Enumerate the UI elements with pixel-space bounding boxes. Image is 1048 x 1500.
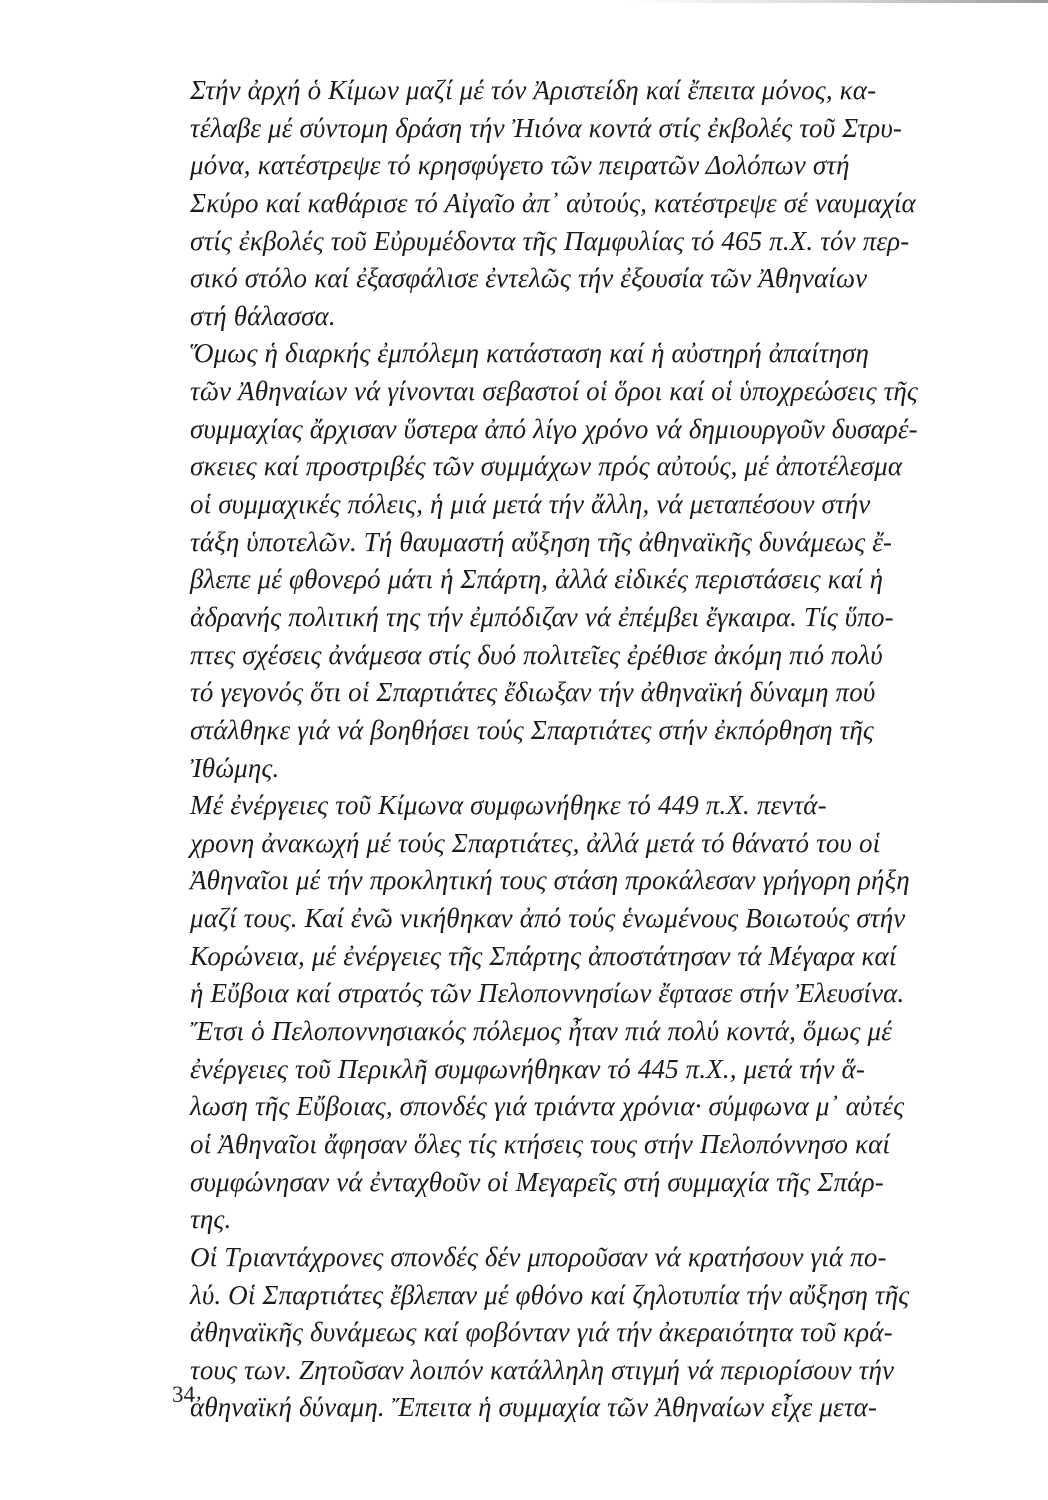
text-line: Ὅμως ἡ διαρκής ἐμπόλεμη κατάσταση καί ἡ αὐστηρή ἀπαίτηση xyxy=(190,338,870,369)
text-line: ἡ Εὔβοια καί στρατός τῶν Πελοποννησίων ἔφτασε στήν Ἐλευσίνα. xyxy=(190,978,905,1009)
text-line: συμφώνησαν νά ἐνταχθοῦν οἱ Μεγαρεῖς στή συμμαχία τῆς Σπάρ- xyxy=(190,1166,884,1197)
text-line: σκειες καί προστριβές τῶν συμμάχων πρός αὐτούς, μέ ἀποτέλεσμα xyxy=(190,451,903,482)
text-line: της. xyxy=(190,1204,232,1235)
body-text xyxy=(190,72,1026,1427)
scan-top-edge xyxy=(0,0,1048,3)
text-line: στή θάλασσα. xyxy=(190,300,336,331)
text-line: Μέ ἐνέργειες τοῦ Κίμωνα συμφωνήθηκε τό 449 π.Χ. πεντά- xyxy=(190,790,827,821)
text-line: στίς ἐκβολές τοῦ Εὐρυμέδοντα τῆς Παμφυλίας τό 465 π.Χ. τόν περ- xyxy=(190,225,910,256)
text-line: ἀθηναϊκή δύναμη. Ἔπειτα ἡ συμμαχία τῶν Ἀθηναίων εἶχε μετα- xyxy=(190,1392,878,1423)
text-line: τάξη ὑποτελῶν. Τή θαυμαστή αὔξηση τῆς ἀθηναϊκῆς δυνάμεως ἔ- xyxy=(190,526,893,557)
text-line: μόνα, κατέστρεψε τό κρησφύγετο τῶν πειρατῶν Δολόπων στή xyxy=(190,150,850,181)
text-line: Ἀθηναῖοι μέ τήν προκλητική τους στάση προκάλεσαν γρήγορη ρήξη xyxy=(190,865,910,896)
text-line: τό γεγονός ὅτι οἱ Σπαρτιάτες ἔδιωξαν τήν ἀθηναϊκή δύναμη πού xyxy=(190,677,876,708)
text-line: στάλθηκε γιά νά βοηθήσει τούς Σπαρτιάτες στήν ἐκπόρθηση τῆς xyxy=(190,714,875,745)
text-line: συμμαχίας ἄρχισαν ὕστερα ἀπό λίγο χρόνο νά δημιουργοῦν δυσαρέ- xyxy=(190,413,918,444)
text-line: μαζί τους. Καί ἐνῶ νικήθηκαν ἀπό τούς ἑνωμένους Βοιωτούς στήν xyxy=(190,903,906,934)
text-line: Κορώνεια, μέ ἐνέργειες τῆς Σπάρτης ἀποστάτησαν τά Μέγαρα καί xyxy=(190,940,897,971)
text-line: λωση τῆς Εὔβοιας, σπονδές γιά τριάντα χρόνια· σύμφωνα μ᾿ αὐτές xyxy=(190,1091,905,1122)
text-line: βλεπε μέ φθονερό μάτι ἡ Σπάρτη, ἀλλά εἰδικές περιστάσεις καί ἡ xyxy=(190,564,884,595)
text-line: τους των. Ζητοῦσαν λοιπόν κατάλληλη στιγμή νά περιορίσουν τήν xyxy=(190,1354,895,1385)
page-number: 34 xyxy=(172,1382,195,1407)
text-line: χρονη ἀνακωχή μέ τούς Σπαρτιάτες, ἀλλά μετά τό θάνατό του οἱ xyxy=(190,827,881,858)
text-line: ἀθηναϊκῆς δυνάμεως καί φοβόνταν γιά τήν ἀκεραιότητα τοῦ κρά- xyxy=(190,1317,893,1348)
text-line: λύ. Οἱ Σπαρτιάτες ἔβλεπαν μέ φθόνο καί ζηλοτυπία τήν αὔξηση τῆς xyxy=(190,1279,910,1310)
text-line: ἐνέργειες τοῦ Περικλῆ συμφωνήθηκαν τό 445 π.Χ., μετά τήν ἅ- xyxy=(190,1053,865,1084)
text-line: Ἰθώμης. xyxy=(190,752,280,783)
text-line: ἀδρανής πολιτική της τήν ἐμπόδιζαν νά ἐπέμβει ἔγκαιρα. Τίς ὕπο- xyxy=(190,601,894,632)
text-line: Στήν ἀρχή ὁ Κίμων μαζί μέ τόν Ἀριστείδη καί ἔπειτα μόνος, κα- xyxy=(190,75,877,105)
text-line: σικό στόλο καί ἐξασφάλισε ἐντελῶς τήν ἐξουσία τῶν Ἀθηναίων xyxy=(190,263,868,294)
text-line: οἱ Ἀθηναῖοι ἄφησαν ὅλες τίς κτήσεις τους στήν Πελοπόννησο καί xyxy=(190,1128,891,1159)
text-line: πτες σχέσεις ἀνάμεσα στίς δυό πολιτεῖες ἐρέθισε ἀκόμη πιό πολύ xyxy=(190,639,883,670)
text-line: Οἱ Τριαντάχρονες σπονδές δέν μποροῦσαν νά κρατήσουν γιά πο- xyxy=(190,1241,887,1272)
text-line: τῶν Ἀθηναίων νά γίνονται σεβαστοί οἱ ὅροι καί οἱ ὑποχρεώσεις τῆς xyxy=(190,376,919,407)
text-line: Σκύρο καί καθάρισε τό Αἰγαῖο ἀπ᾿ αὐτούς, κατέστρεψε σέ ναυμαχία xyxy=(190,187,916,218)
text-line: Ἔτσι ὁ Πελοποννησιακός πόλεμος ἦταν πιά πολύ κοντά, ὅμως μέ xyxy=(190,1016,892,1047)
text-line: οἱ συμμαχικές πόλεις, ἡ μιά μετά τήν ἄλλη, νά μεταπέσουν στήν xyxy=(190,489,871,520)
text-line: τέλαβε μέ σύντομη δράση τήν Ἠιόνα κοντά στίς ἐκβολές τοῦ Στρυ- xyxy=(190,112,903,143)
